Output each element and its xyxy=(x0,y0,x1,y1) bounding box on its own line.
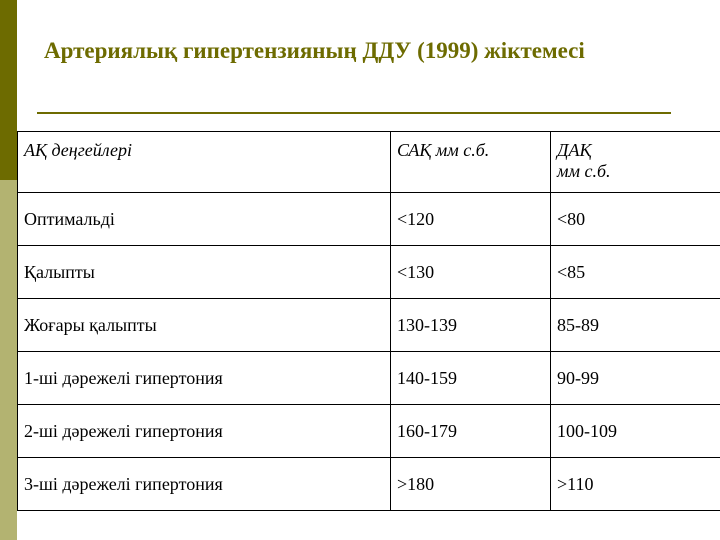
header-dbp xyxy=(551,132,720,193)
row-dbp: 90-99 xyxy=(551,352,720,405)
row-level: 1-ші дәрежелі гипертония xyxy=(18,352,391,405)
row-sbp: 140-159 xyxy=(391,352,551,405)
row-dbp: >110 xyxy=(551,458,720,511)
row-level: 2-ші дәрежелі гипертония xyxy=(18,405,391,458)
row-sbp: <130 xyxy=(391,246,551,299)
header-level: АҚ деңгейлері xyxy=(18,132,391,193)
table-row xyxy=(18,299,720,352)
left-accent-bar-light xyxy=(0,180,17,540)
row-level: 3-ші дәрежелі гипертония xyxy=(18,458,391,511)
left-accent-bar-dark xyxy=(0,0,17,180)
row-level: Қалыпты xyxy=(18,246,391,299)
row-sbp: 130-139 xyxy=(391,299,551,352)
table-row xyxy=(18,405,720,458)
row-sbp: >180 xyxy=(391,458,551,511)
table-row xyxy=(18,193,720,246)
row-level: Жоғары қалыпты xyxy=(18,299,391,352)
table-row xyxy=(18,246,720,299)
slide-title: Артериялық гипертензияның ДДУ (1999) жіктемесі xyxy=(44,38,585,63)
table-row xyxy=(18,458,720,511)
header-dbp-line1: ДАҚ xyxy=(557,140,592,160)
row-dbp: 85-89 xyxy=(551,299,720,352)
row-level: Оптимальді xyxy=(18,193,391,246)
bp-classification-table xyxy=(17,131,720,511)
header-dbp-line2: мм с.б. xyxy=(557,161,611,181)
header-sbp: САҚ мм с.б. xyxy=(391,132,551,193)
row-dbp: 100-109 xyxy=(551,405,720,458)
title-divider xyxy=(37,112,671,114)
table-row xyxy=(18,352,720,405)
row-dbp: <80 xyxy=(551,193,720,246)
row-dbp: <85 xyxy=(551,246,720,299)
table-header-row xyxy=(18,132,720,193)
row-sbp: <120 xyxy=(391,193,551,246)
row-sbp: 160-179 xyxy=(391,405,551,458)
